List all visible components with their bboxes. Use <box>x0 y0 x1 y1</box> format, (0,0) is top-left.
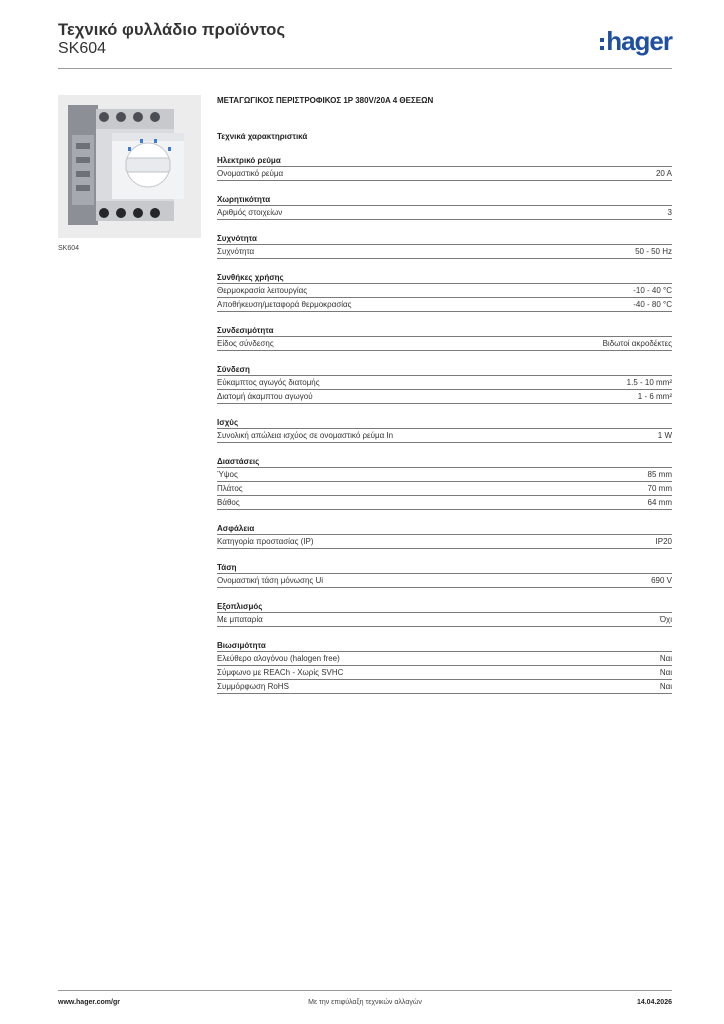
spec-row <box>217 496 672 510</box>
page-header <box>58 20 672 69</box>
spec-label: Είδος σύνδεσης <box>217 339 274 348</box>
spec-value: 690 V <box>651 576 672 585</box>
spec-value: 1 W <box>657 431 672 440</box>
spec-groups <box>217 155 672 694</box>
spec-group-title: Ισχύς <box>217 417 672 429</box>
spec-group-title: Βιωσιμότητα <box>217 640 672 652</box>
spec-label: Ονομαστικό ρεύμα <box>217 169 284 178</box>
spec-label: Σύμφωνο με REACh - Χωρίς SVHC <box>217 668 344 677</box>
product-code: SK604 <box>58 40 107 57</box>
spec-row <box>217 482 672 496</box>
spec-value: -40 - 80 °C <box>633 300 672 309</box>
spec-row <box>217 613 672 627</box>
rotary-switch-illustration <box>58 95 201 238</box>
spec-row <box>217 245 672 259</box>
spec-label: Ονομαστική τάση μόνωσης Ui <box>217 576 324 585</box>
spec-label: Αποθήκευση/μεταφορά θερμοκρασίας <box>217 300 352 309</box>
spec-value: Βιδωτοί ακροδέκτες <box>602 339 672 348</box>
spec-row <box>217 574 672 588</box>
spec-label: Πλάτος <box>217 484 243 493</box>
spec-label: Συχνότητα <box>217 247 255 256</box>
spec-row <box>217 167 672 181</box>
spec-label: Κατηγορία προστασίας (IP) <box>217 537 314 546</box>
spec-value: IP20 <box>655 537 672 546</box>
spec-value: 1.5 - 10 mm² <box>626 378 672 387</box>
spec-row <box>217 429 672 443</box>
spec-group-title: Ηλεκτρικό ρεύμα <box>217 155 672 167</box>
logo-text: hager <box>606 26 672 56</box>
spec-group-title: Συνθήκες χρήσης <box>217 272 672 284</box>
spec-group-title: Εξοπλισμός <box>217 601 672 613</box>
spec-label: Θερμοκρασία λειτουργίας <box>217 286 308 295</box>
spec-content <box>217 95 672 694</box>
spec-value: Ναι <box>659 668 672 677</box>
spec-label: Ύψος <box>217 470 238 479</box>
spec-label: Εύκαμπτος αγωγός διατομής <box>217 378 320 387</box>
spec-label: Αριθμός στοιχείων <box>217 208 283 217</box>
spec-label: Συμμόρφωση RoHS <box>217 682 289 691</box>
spec-value: 64 mm <box>647 498 672 507</box>
spec-value: 85 mm <box>647 470 672 479</box>
logo-dots-icon <box>600 38 604 50</box>
spec-value: -10 - 40 °C <box>633 286 672 295</box>
hager-logo <box>600 27 672 55</box>
spec-group-title: Τάση <box>217 562 672 574</box>
spec-row <box>217 390 672 404</box>
page-footer <box>58 990 672 1014</box>
spec-value: Όχι <box>659 615 672 624</box>
spec-label: Βάθος <box>217 498 240 507</box>
spec-value: 20 A <box>655 169 672 178</box>
spec-row <box>217 468 672 482</box>
spec-row <box>217 284 672 298</box>
spec-value: Ναι <box>659 654 672 663</box>
product-name: ΜΕΤΑΓΩΓΙΚΟΣ ΠΕΡΙΣΤΡΟΦΙΚΟΣ 1P 380V/20A 4 ΘΕΣΕΩΝ <box>217 96 434 105</box>
spec-label: Συνολική απώλεια ισχύος σε ονομαστικό ρεύμα In <box>217 431 394 440</box>
footer-date: 14.04.2026 <box>636 999 672 1006</box>
document-title: Τεχνικό φυλλάδιο προϊόντος <box>58 21 286 39</box>
spec-row <box>217 535 672 549</box>
spec-value: 50 - 50 Hz <box>635 247 672 256</box>
spec-group-title: Σύνδεση <box>217 364 672 376</box>
spec-row <box>217 298 672 312</box>
spec-row <box>217 337 672 351</box>
spec-heading: Τεχνικά χαρακτηριστικά <box>217 132 308 141</box>
spec-value: 70 mm <box>647 484 672 493</box>
spec-value: Ναι <box>659 682 672 691</box>
spec-group-title: Χωρητικότητα <box>217 194 672 206</box>
image-caption: SK604 <box>58 245 80 252</box>
spec-row <box>217 666 672 680</box>
spec-group-title: Συχνότητα <box>217 233 672 245</box>
product-image <box>58 95 201 238</box>
spec-group-title: Ασφάλεια <box>217 523 672 535</box>
spec-label: Ελεύθερο αλογόνου (halogen free) <box>217 654 340 663</box>
spec-row <box>217 680 672 694</box>
spec-group-title: Συνδεσιμότητα <box>217 325 672 337</box>
spec-label: Με μπαταρία <box>217 615 263 624</box>
spec-row <box>217 206 672 220</box>
spec-row <box>217 652 672 666</box>
spec-label: Διατομή άκαμπτου αγωγού <box>217 392 313 401</box>
spec-group-title: Διαστάσεις <box>217 456 672 468</box>
footer-website[interactable]: www.hager.com/gr <box>58 999 120 1006</box>
spec-row <box>217 376 672 390</box>
spec-value: 3 <box>667 208 672 217</box>
spec-value: 1 - 6 mm² <box>637 392 672 401</box>
footer-disclaimer: Με την επιφύλαξη τεχνικών αλλαγών <box>308 999 422 1006</box>
